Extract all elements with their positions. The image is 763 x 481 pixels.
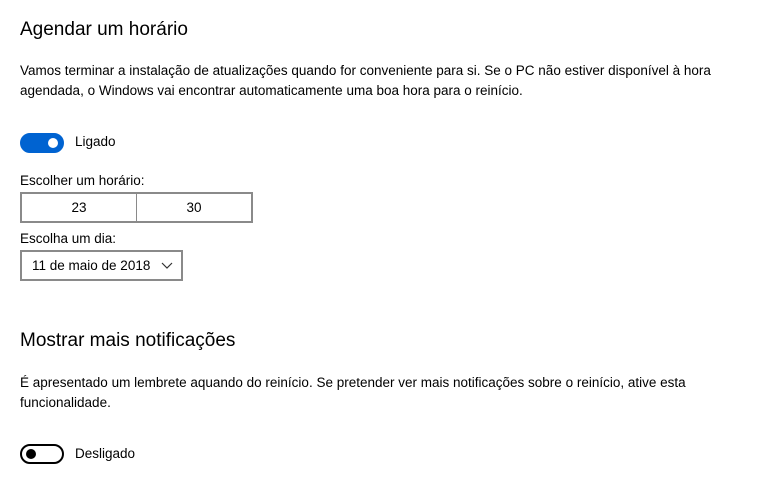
schedule-title: Agendar um horário <box>20 19 188 40</box>
notifications-toggle-label: Desligado <box>75 446 136 461</box>
toggle-knob <box>48 138 58 148</box>
chevron-down-icon <box>161 260 173 270</box>
time-picker-label: Escolher um horário: <box>20 173 145 188</box>
schedule-description: Vamos terminar a instalação de atualizações quando for conveniente para si. Se o PC não estiver disponível à hora agendada, o Windows vai encontrar automaticamente uma boa hora para o reinício. <box>20 63 711 98</box>
toggle-knob <box>26 449 36 459</box>
schedule-toggle-label: Ligado <box>75 134 116 149</box>
date-value: 11 de maio de 2018 <box>32 258 151 273</box>
notifications-description: É apresentado um lembrete aquando do reinício. Se pretender ver mais notificações sobre o reinício, ative esta funcionalidade. <box>20 375 686 410</box>
day-picker-label: Escolha um dia: <box>20 231 117 246</box>
time-picker[interactable] <box>20 192 253 223</box>
notifications-toggle[interactable] <box>20 444 64 464</box>
date-picker[interactable] <box>20 250 183 281</box>
schedule-toggle[interactable] <box>20 133 64 153</box>
minute-field[interactable]: 30 <box>136 194 251 221</box>
notifications-title: Mostrar mais notificações <box>20 330 236 351</box>
hour-field[interactable]: 23 <box>71 200 87 215</box>
